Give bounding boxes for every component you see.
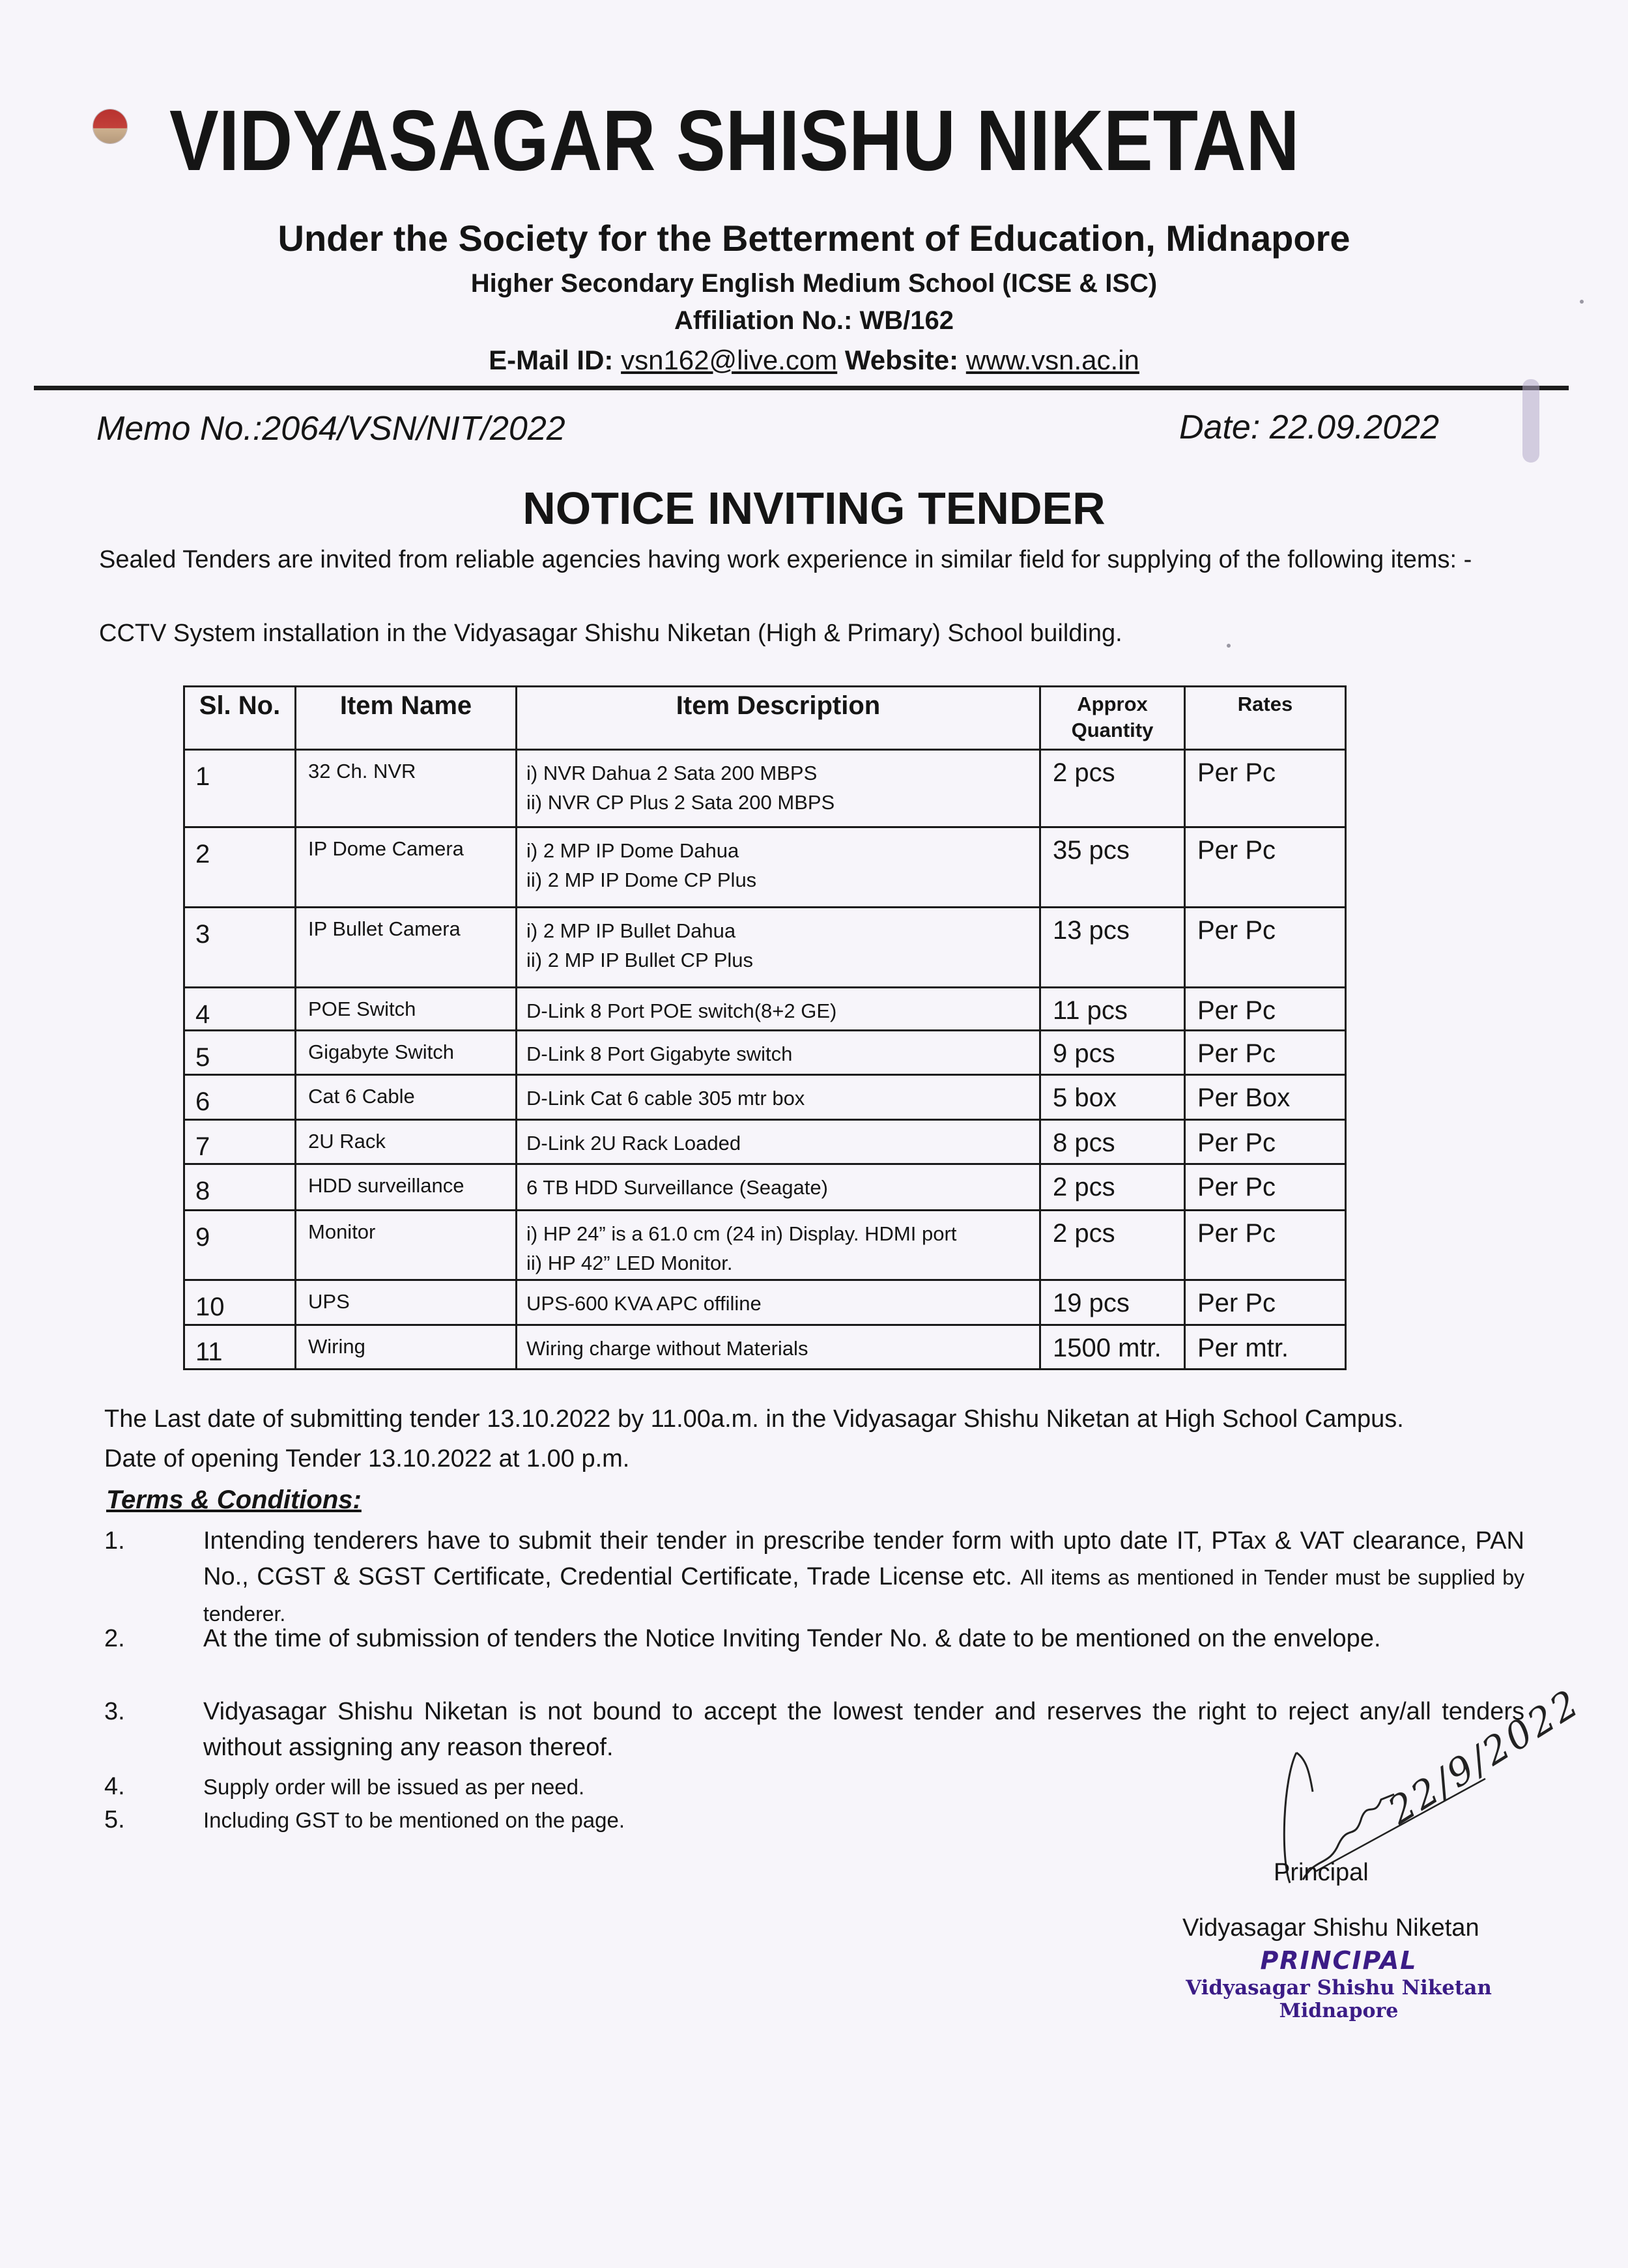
rate-cell: [1185, 750, 1346, 827]
item-name: IP Bullet Camera: [308, 917, 461, 940]
sl-no-cell: [184, 1280, 296, 1325]
contact-line: [0, 345, 1628, 376]
stamp-line-1: PRINCIPAL: [1260, 1946, 1418, 1975]
header-item-name: Item Name: [296, 687, 517, 750]
table-row: [184, 827, 1346, 908]
item-name-cell: [296, 988, 517, 1031]
item-description-line: D-Link Cat 6 cable 305 mtr box: [526, 1087, 805, 1110]
table-row: [184, 1211, 1346, 1280]
society-line: Under the Society for the Betterment of Education, Midnapore: [278, 218, 1350, 259]
rate-cell: [1185, 1325, 1346, 1370]
item-name: 32 Ch. NVR: [308, 760, 416, 782]
term-number: 5.: [104, 1806, 125, 1833]
stamp-line-2: Vidyasagar Shishu Niketan: [1186, 1976, 1492, 2000]
rate: Per Pc: [1197, 916, 1276, 945]
stamp-line-3: Midnapore: [1279, 2000, 1399, 2022]
item-description-line: D-Link 8 Port POE switch(8+2 GE): [526, 999, 837, 1022]
sl-no-cell: [184, 827, 296, 908]
term-item: [104, 1523, 1524, 1632]
term-item: [104, 1621, 1524, 1657]
sl-no: 6: [195, 1087, 210, 1116]
header-rates: Rates: [1185, 687, 1346, 750]
header-sl-no: Sl. No.: [184, 687, 296, 750]
rate: Per Box: [1197, 1084, 1291, 1112]
item-name-cell: [296, 750, 517, 827]
rate: Per Pc: [1197, 1128, 1276, 1157]
table-row: [184, 1031, 1346, 1075]
sl-no: 2: [195, 840, 210, 868]
website-label: Website:: [844, 345, 959, 375]
approx-quantity: 8 pcs: [1053, 1128, 1115, 1157]
table-row: [184, 988, 1346, 1031]
signatory-title: Principal: [1274, 1859, 1369, 1886]
item-description-line: 6 TB HDD Surveillance (Seagate): [526, 1176, 828, 1199]
item-name-cell: [296, 908, 517, 988]
sl-no-cell: [184, 1075, 296, 1120]
item-name: Wiring: [308, 1335, 365, 1358]
term-text-main: Intending tenderers have to submit their tender in prescribe tender form with upto date IT, PTax & VAT clearance, PAN No., CGST & SGST Certificate, Credential Certificate, Trade License etc.: [203, 1527, 1524, 1590]
sl-no: 3: [195, 920, 210, 949]
approx-quantity: 35 pcs: [1053, 836, 1130, 865]
rate-cell: [1185, 1164, 1346, 1211]
item-description-line: ii) 2 MP IP Bullet CP Plus: [526, 949, 754, 971]
item-description-line: UPS-600 KVA APC offiline: [526, 1292, 762, 1315]
term-text: At the time of submission of tenders the Notice Inviting Tender No. & date to be mentioned on the envelope.: [203, 1625, 1381, 1652]
item-name-cell: [296, 1164, 517, 1211]
item-description-line: ii) NVR CP Plus 2 Sata 200 MBPS: [526, 791, 835, 814]
header-approx-quantity: [1040, 687, 1185, 750]
item-name-cell: [296, 1120, 517, 1164]
item-description-line: ii) 2 MP IP Dome CP Plus: [526, 868, 757, 891]
opening-date-text: Date of opening Tender 13.10.2022 at 1.00 p.m.: [104, 1445, 630, 1472]
approx-quantity: 11 pcs: [1053, 996, 1128, 1025]
rate: Per Pc: [1197, 836, 1276, 865]
item-description-cell: [517, 1031, 1040, 1075]
approx-quantity: 5 box: [1053, 1084, 1117, 1112]
rate: Per Pc: [1197, 1289, 1276, 1317]
item-name-cell: [296, 1031, 517, 1075]
sl-no-cell: [184, 1325, 296, 1370]
term-text: Vidyasagar Shishu Niketan is not bound to accept the lowest tender and reserves the right to reject any/all tenders without assigning any reason thereof.: [203, 1698, 1524, 1761]
table-header-row: [184, 687, 1346, 750]
table-row: [184, 1120, 1346, 1164]
item-description-cell: [517, 1120, 1040, 1164]
item-name-cell: [296, 1280, 517, 1325]
rate-cell: [1185, 1120, 1346, 1164]
sl-no-cell: [184, 988, 296, 1031]
sl-no: 11: [195, 1338, 223, 1366]
item-description-cell: [517, 1280, 1040, 1325]
table-row: [184, 1075, 1346, 1120]
approx-quantity: 9 pcs: [1053, 1039, 1115, 1068]
signatory-school: Vidyasagar Shishu Niketan: [1182, 1914, 1479, 1942]
table-row: [184, 1164, 1346, 1211]
school-type: Higher Secondary English Medium School (ICSE & ISC): [470, 269, 1158, 298]
item-name: POE Switch: [308, 998, 416, 1020]
approx-quantity-cell: [1040, 1325, 1185, 1370]
email-label: E-Mail ID:: [489, 345, 614, 375]
approx-quantity-cell: [1040, 1280, 1185, 1325]
item-name-cell: [296, 827, 517, 908]
header-item-description: Item Description: [517, 687, 1040, 750]
item-description-line: D-Link 8 Port Gigabyte switch: [526, 1042, 793, 1065]
item-description-line: i) 2 MP IP Bullet Dahua: [526, 919, 736, 942]
item-name-cell: [296, 1325, 517, 1370]
sl-no-cell: [184, 1031, 296, 1075]
rate-cell: [1185, 1211, 1346, 1280]
term-text: [203, 1523, 1524, 1632]
item-name: Monitor: [308, 1220, 376, 1243]
item-description-cell: [517, 1325, 1040, 1370]
table-row: [184, 908, 1346, 988]
sl-no: 10: [195, 1293, 225, 1321]
notice-subject: CCTV System installation in the Vidyasagar Shishu Niketan (High & Primary) School building.: [99, 620, 1122, 647]
scan-speck: [1580, 300, 1584, 304]
item-name: UPS: [308, 1290, 350, 1313]
approx-quantity: 2 pcs: [1053, 1219, 1115, 1248]
approx-quantity-cell: [1040, 1211, 1185, 1280]
rate: Per Pc: [1197, 1173, 1276, 1201]
sl-no: 8: [195, 1177, 210, 1205]
memo-date: Date: 22.09.2022: [1179, 409, 1439, 446]
last-date-text: The Last date of submitting tender 13.10.2022 by 11.00a.m. in the Vidyasagar Shishu Niketan at High School Campus.: [104, 1405, 1404, 1433]
item-description-cell: [517, 908, 1040, 988]
rate-cell: [1185, 988, 1346, 1031]
rate: Per Pc: [1197, 1219, 1276, 1248]
item-description-cell: [517, 988, 1040, 1031]
rate-cell: [1185, 1075, 1346, 1120]
item-description-cell: [517, 1075, 1040, 1120]
sl-no: 4: [195, 1000, 210, 1029]
affiliation-number: Affiliation No.: WB/162: [674, 306, 954, 335]
item-name-cell: [296, 1075, 517, 1120]
term-number: 4.: [104, 1773, 125, 1800]
rate: Per Pc: [1197, 996, 1276, 1025]
rate-cell: [1185, 908, 1346, 988]
sl-no-cell: [184, 750, 296, 827]
sl-no: 9: [195, 1223, 210, 1252]
notice-title: NOTICE INVITING TENDER: [522, 483, 1106, 534]
approx-quantity: 13 pcs: [1053, 916, 1130, 945]
scan-speck: [1227, 644, 1231, 648]
memo-number: Memo No.:2064/VSN/NIT/2022: [96, 410, 565, 448]
item-description-line: i) NVR Dahua 2 Sata 200 MBPS: [526, 762, 818, 784]
item-name: 2U Rack: [308, 1130, 386, 1153]
table-row: [184, 1325, 1346, 1370]
rate-cell: [1185, 1031, 1346, 1075]
sl-no-cell: [184, 1164, 296, 1211]
item-name-cell: [296, 1211, 517, 1280]
header-divider: [34, 386, 1569, 390]
rate-cell: [1185, 1280, 1346, 1325]
scan-smudge: [1522, 379, 1539, 463]
term-text: Including GST to be mentioned on the page.: [203, 1808, 625, 1832]
sl-no-cell: [184, 908, 296, 988]
term-text-note: All items as mentioned in Tender must be supplied by tenderer.: [203, 1566, 1524, 1626]
notice-intro: Sealed Tenders are invited from reliable agencies having work experience in similar field for supplying of the following items: -: [99, 546, 1472, 573]
item-description-line: ii) HP 42” LED Monitor.: [526, 1252, 733, 1274]
item-description-cell: [517, 1211, 1040, 1280]
term-number: 1.: [104, 1527, 125, 1555]
item-description-line: i) HP 24” is a 61.0 cm (24 in) Display. HDMI port: [526, 1222, 957, 1245]
item-description-line: D-Link 2U Rack Loaded: [526, 1132, 741, 1155]
terms-heading: Terms & Conditions:: [106, 1486, 362, 1514]
header-quantity-line1: Approx: [1077, 693, 1148, 715]
item-name: Gigabyte Switch: [308, 1041, 454, 1063]
website-link[interactable]: www.vsn.ac.in: [965, 345, 1139, 375]
email-link[interactable]: vsn162@live.com: [621, 345, 838, 375]
rate: Per Pc: [1197, 758, 1276, 787]
item-description-line: i) 2 MP IP Dome Dahua: [526, 839, 739, 862]
term-number: 2.: [104, 1625, 125, 1652]
approx-quantity-cell: [1040, 750, 1185, 827]
sl-no: 7: [195, 1132, 210, 1161]
item-name: HDD surveillance: [308, 1174, 464, 1197]
item-description-cell: [517, 750, 1040, 827]
header-quantity-line2: Quantity: [1071, 719, 1154, 741]
item-name: Cat 6 Cable: [308, 1085, 415, 1108]
rate-cell: [1185, 827, 1346, 908]
item-description-cell: [517, 827, 1040, 908]
approx-quantity: 2 pcs: [1053, 1173, 1115, 1201]
principal-stamp: [1166, 1946, 1511, 2022]
term-number: 3.: [104, 1698, 125, 1725]
sl-no-cell: [184, 1211, 296, 1280]
rate: Per Pc: [1197, 1039, 1276, 1068]
sl-no: 1: [195, 762, 210, 791]
approx-quantity-cell: [1040, 1164, 1185, 1211]
tender-items-table: [183, 685, 1347, 1370]
approx-quantity-cell: [1040, 827, 1185, 908]
handwritten-date: 22/9/2022: [1380, 1680, 1588, 1833]
approx-quantity-cell: [1040, 988, 1185, 1031]
term-text: Supply order will be issued as per need.: [203, 1775, 585, 1799]
table-row: [184, 1280, 1346, 1325]
item-description-cell: [517, 1164, 1040, 1211]
school-crest-icon: [93, 109, 127, 143]
sl-no-cell: [184, 1120, 296, 1164]
approx-quantity: 19 pcs: [1053, 1289, 1130, 1317]
rate: Per mtr.: [1197, 1334, 1289, 1362]
school-name: VIDYASAGAR SHISHU NIKETAN: [169, 93, 1300, 188]
approx-quantity-cell: [1040, 1120, 1185, 1164]
item-name: IP Dome Camera: [308, 837, 464, 860]
item-description-line: Wiring charge without Materials: [526, 1337, 808, 1360]
approx-quantity-cell: [1040, 1031, 1185, 1075]
table-row: [184, 750, 1346, 827]
sl-no: 5: [195, 1043, 210, 1072]
approx-quantity-cell: [1040, 1075, 1185, 1120]
approx-quantity-cell: [1040, 908, 1185, 988]
approx-quantity: 2 pcs: [1053, 758, 1115, 787]
approx-quantity: 1500 mtr.: [1053, 1334, 1162, 1362]
